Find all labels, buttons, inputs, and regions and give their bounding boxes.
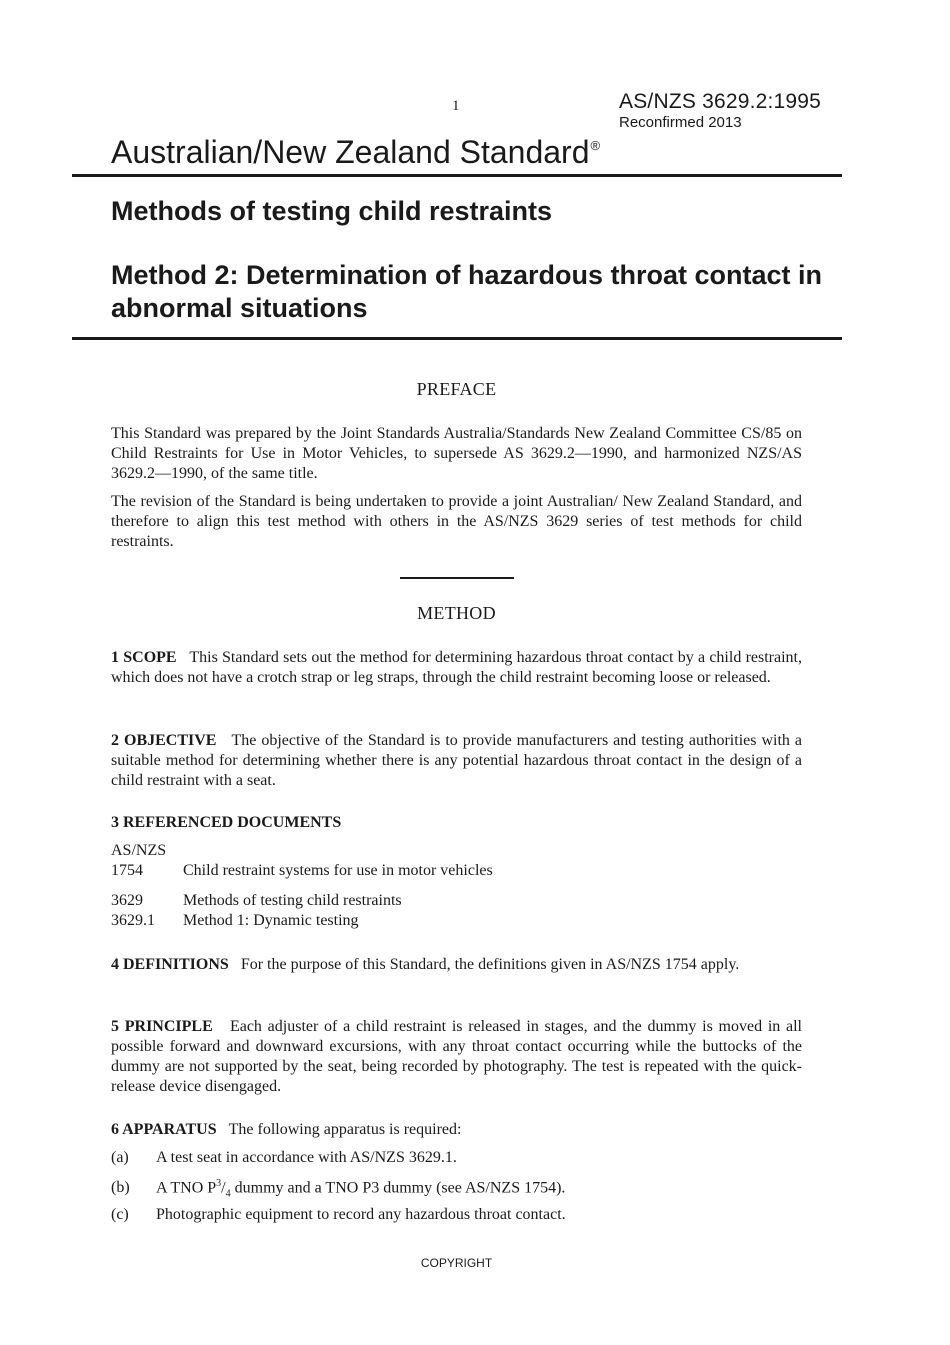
list-item bbox=[111, 1206, 566, 1224]
clause-apparatus-text: The following apparatus is required: bbox=[228, 1121, 462, 1138]
list-item-text-pre: A TNO P bbox=[156, 1179, 217, 1197]
document-title: Methods of testing child restraints bbox=[111, 196, 553, 226]
clause-objective-label: 2 OBJECTIVE bbox=[111, 732, 217, 749]
clause-principle bbox=[111, 1017, 802, 1097]
list-item bbox=[111, 1149, 457, 1167]
clause-principle-text: Each adjuster of a child restraint is released in stages, and the dummy is moved in all possible forward and downward excursions, with any throat contact occurring while the buttocks of the dummy are not supported by the seat, being recorded by photography. The test is repeated with the quick-release device disengaged. bbox=[111, 1018, 802, 1095]
page-number: 1 bbox=[452, 98, 460, 114]
fraction-denominator: 4 bbox=[225, 1188, 231, 1200]
reconfirmed-note: Reconfirmed 2013 bbox=[619, 114, 742, 131]
reference-title: Method 1: Dynamic testing bbox=[183, 912, 359, 929]
method-title: Method 2: Determination of hazardous throat contact in abnormal situations bbox=[111, 260, 823, 323]
reference-row bbox=[111, 862, 493, 880]
list-item-text-post: dummy and a TNO P3 dummy (see AS/NZS 1754). bbox=[230, 1179, 566, 1197]
clause-objective bbox=[111, 731, 802, 791]
list-item-letter: (a) bbox=[111, 1149, 129, 1166]
preface-heading: PREFACE bbox=[416, 379, 497, 399]
reference-number: 3629.1 bbox=[111, 912, 155, 929]
standard-code: AS/NZS 3629.2:1995 bbox=[619, 90, 822, 113]
list-item-letter: (c) bbox=[111, 1206, 129, 1223]
clause-scope-text: This Standard sets out the method for determining hazardous throat contact by a child restraint, which does not have a crotch strap or leg straps, through the child restraint becoming loose or released. bbox=[111, 649, 802, 686]
list-item-text: A test seat in accordance with AS/NZS 3629.1. bbox=[156, 1149, 457, 1166]
section-divider bbox=[400, 577, 514, 579]
clause-definitions bbox=[111, 955, 802, 975]
series-title bbox=[111, 134, 600, 171]
reference-title: Child restraint systems for use in motor vehicles bbox=[183, 862, 493, 879]
fraction-slash: / bbox=[221, 1179, 226, 1197]
clause-scope-label: 1 SCOPE bbox=[111, 649, 177, 666]
reference-row bbox=[111, 892, 402, 910]
top-rule bbox=[72, 174, 842, 177]
clause-apparatus bbox=[111, 1120, 802, 1140]
clause-objective-text: The objective of the Standard is to provide manufacturers and testing authorities with a suitable method for determining whether there is any potential hazardous throat contact in the design of a child restraint with a seat. bbox=[111, 732, 802, 789]
list-item bbox=[111, 1178, 565, 1200]
copyright-footer: COPYRIGHT bbox=[420, 1256, 493, 1270]
reference-prefix: AS/NZS bbox=[111, 842, 167, 859]
clause-scope bbox=[111, 648, 802, 688]
reference-row bbox=[111, 912, 359, 930]
reference-number: 3629 bbox=[111, 892, 143, 909]
fraction-numerator: 3 bbox=[216, 1178, 222, 1189]
clause-apparatus-label: 6 APPARATUS bbox=[111, 1121, 217, 1138]
clause-definitions-label: 4 DEFINITIONS bbox=[111, 956, 229, 973]
list-item-text: Photographic equipment to record any hazardous throat contact. bbox=[156, 1206, 566, 1223]
title-bottom-rule bbox=[72, 337, 842, 340]
registered-mark: ® bbox=[590, 138, 601, 153]
clause-referenced-documents-label: 3 REFERENCED DOCUMENTS bbox=[111, 814, 342, 831]
list-item-letter: (b) bbox=[111, 1179, 130, 1197]
reference-title: Methods of testing child restraints bbox=[183, 892, 402, 909]
preface-paragraph-1: This Standard was prepared by the Joint Standards Australia/Standards New Zealand Committee CS/85 on Child Restraints for Use in Motor Vehicles, to supersede AS 3629.2—1990, and harmonized NZS/AS 3629.2—1990, of the same title. bbox=[111, 425, 802, 482]
method-heading: METHOD bbox=[417, 603, 496, 623]
preface-paragraph-2: The revision of the Standard is being undertaken to provide a joint Australian/ New Zealand Standard, and therefore to align this test method with others in the AS/NZS 3629 series of test methods for child restraints. bbox=[111, 493, 802, 550]
clause-definitions-text: For the purpose of this Standard, the definitions given in AS/NZS 1754 apply. bbox=[240, 956, 740, 973]
reference-number: 1754 bbox=[111, 862, 143, 879]
clause-principle-label: 5 PRINCIPLE bbox=[111, 1018, 213, 1035]
series-title-text: Australian/New Zealand Standard bbox=[111, 134, 590, 170]
